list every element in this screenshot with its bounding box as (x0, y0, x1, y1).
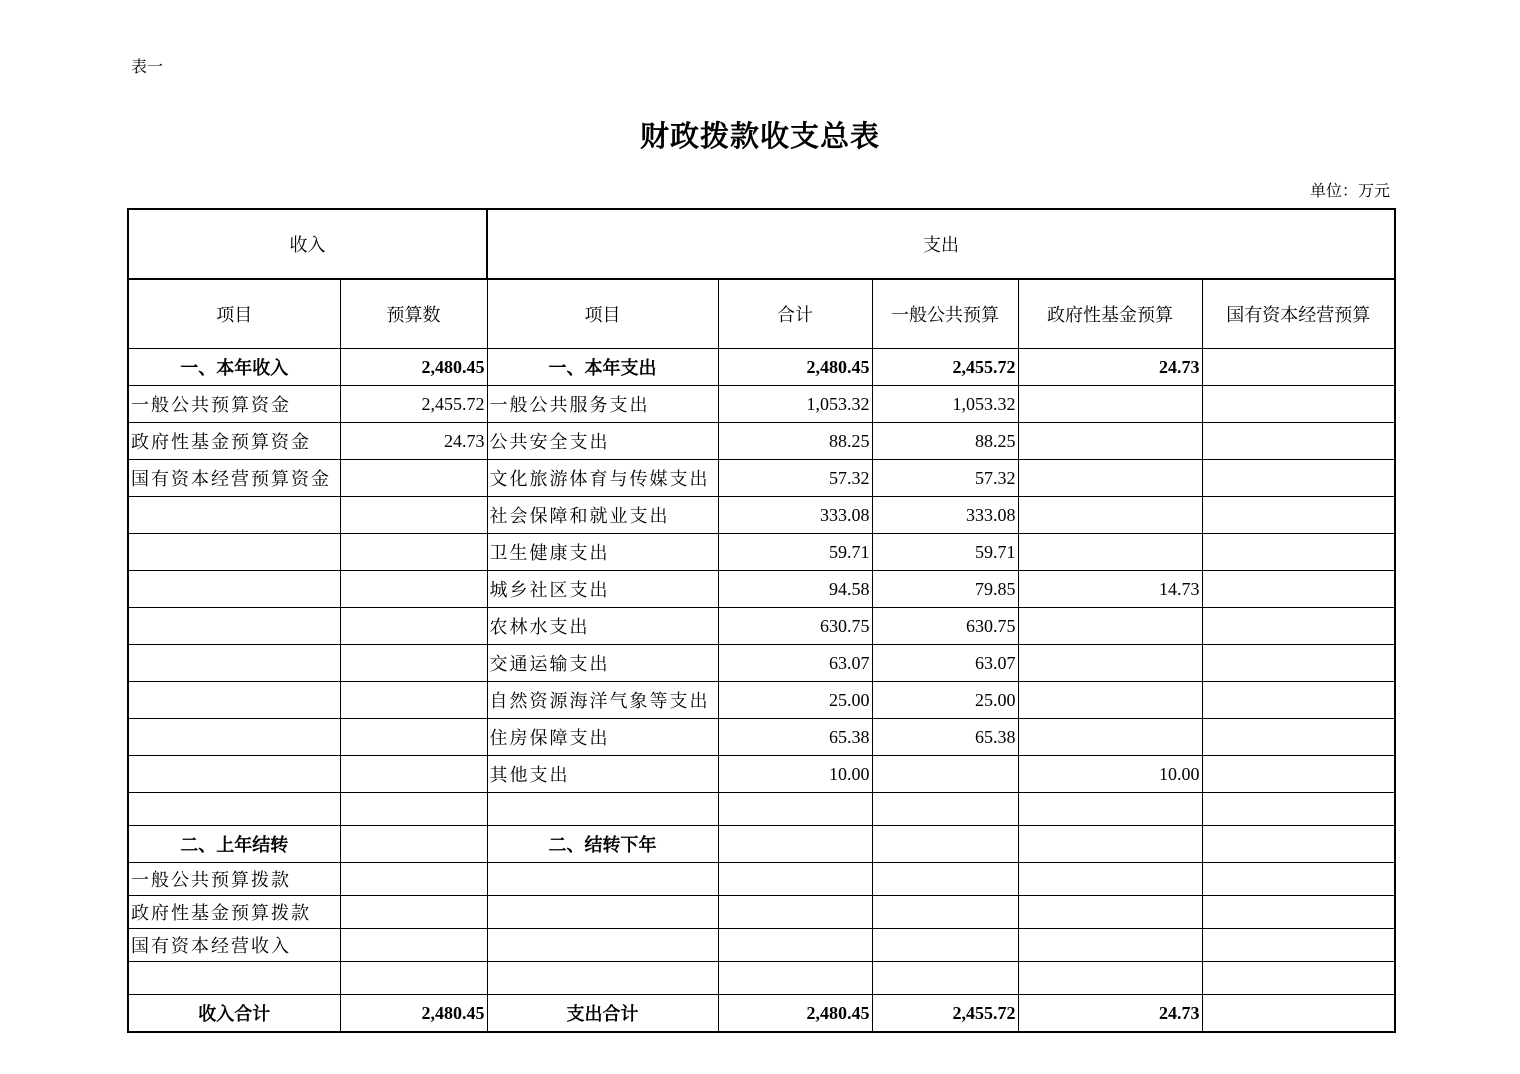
fund-budget-cell: 14.73 (1018, 571, 1202, 608)
table-row (128, 793, 1395, 826)
state-capital-budget-cell (1202, 497, 1395, 534)
table-row (128, 349, 1395, 386)
general-budget-cell: 57.32 (872, 460, 1018, 497)
general-budget-cell: 63.07 (872, 645, 1018, 682)
expense-item-cell: 一般公共服务支出 (487, 386, 718, 423)
table-row (128, 534, 1395, 571)
total-header: 合计 (718, 279, 872, 349)
table-row (128, 645, 1395, 682)
income-item-cell (128, 719, 340, 756)
fund-budget-header: 政府性基金预算 (1018, 279, 1202, 349)
fund-budget-cell: 10.00 (1018, 756, 1202, 793)
general-budget-cell (872, 793, 1018, 826)
income-budget-cell (340, 929, 487, 962)
page-title: 财政拨款收支总表 (639, 119, 880, 153)
income-budget-cell (340, 608, 487, 645)
fund-budget-cell (1018, 645, 1202, 682)
total-cell: 88.25 (718, 423, 872, 460)
total-cell (718, 896, 872, 929)
fund-budget-cell (1018, 793, 1202, 826)
table-row (128, 756, 1395, 793)
expense-item-cell: 交通运输支出 (487, 645, 718, 682)
table-row (128, 682, 1395, 719)
total-cell: 57.32 (718, 460, 872, 497)
income-budget-cell (340, 497, 487, 534)
state-capital-budget-cell (1202, 349, 1395, 386)
expense-item-header: 项目 (487, 279, 718, 349)
income-budget-cell (340, 756, 487, 793)
expense-item-cell (487, 896, 718, 929)
general-budget-cell (872, 962, 1018, 995)
total-cell: 2,480.45 (718, 349, 872, 386)
fund-budget-cell (1018, 682, 1202, 719)
expense-item-cell: 卫生健康支出 (487, 534, 718, 571)
state-capital-budget-cell (1202, 423, 1395, 460)
table-row (128, 386, 1395, 423)
fund-budget-cell (1018, 896, 1202, 929)
income-item-cell (128, 793, 340, 826)
fund-budget-cell (1018, 608, 1202, 645)
income-item-cell (128, 608, 340, 645)
income-item-cell (128, 756, 340, 793)
fund-budget-cell (1018, 929, 1202, 962)
general-budget-cell (872, 929, 1018, 962)
expense-item-cell: 农林水支出 (487, 608, 718, 645)
income-item-cell: 二、上年结转 (128, 826, 340, 863)
expense-item-cell: 文化旅游体育与传媒支出 (487, 460, 718, 497)
state-capital-budget-header: 国有资本经营预算 (1202, 279, 1395, 349)
fund-budget-cell (1018, 497, 1202, 534)
table-row (128, 423, 1395, 460)
total-cell (718, 826, 872, 863)
state-capital-budget-cell (1202, 460, 1395, 497)
income-budget-cell (340, 719, 487, 756)
income-item-cell: 国有资本经营收入 (128, 929, 340, 962)
unit-label: 单位：万元 (1309, 181, 1390, 200)
fund-budget-cell (1018, 863, 1202, 896)
fiscal-appropriation-table (127, 208, 1396, 1033)
total-cell (718, 929, 872, 962)
fund-budget-cell: 24.73 (1018, 995, 1202, 1033)
expense-item-cell: 支出合计 (487, 995, 718, 1033)
state-capital-budget-cell (1202, 719, 1395, 756)
general-budget-cell: 25.00 (872, 682, 1018, 719)
table-row (128, 962, 1395, 995)
table-number-label: 表一 (131, 57, 164, 76)
state-capital-budget-cell (1202, 826, 1395, 863)
income-item-cell: 一般公共预算资金 (128, 386, 340, 423)
income-item-cell (128, 571, 340, 608)
general-budget-cell (872, 756, 1018, 793)
income-budget-cell: 2,455.72 (340, 386, 487, 423)
header-row-columns (128, 279, 1395, 349)
expense-header: 支出 (487, 209, 1395, 279)
expense-item-cell: 公共安全支出 (487, 423, 718, 460)
total-cell: 1,053.32 (718, 386, 872, 423)
income-budget-cell (340, 826, 487, 863)
expense-item-cell (487, 962, 718, 995)
total-cell: 333.08 (718, 497, 872, 534)
table-row (128, 896, 1395, 929)
general-budget-cell: 2,455.72 (872, 349, 1018, 386)
fund-budget-cell (1018, 962, 1202, 995)
table-row (128, 571, 1395, 608)
income-budget-cell (340, 793, 487, 826)
income-budget-cell (340, 896, 487, 929)
general-budget-cell: 1,053.32 (872, 386, 1018, 423)
income-budget-cell (340, 534, 487, 571)
totals-row (128, 995, 1395, 1033)
expense-item-cell (487, 863, 718, 896)
income-header: 收入 (128, 209, 487, 279)
total-cell: 59.71 (718, 534, 872, 571)
total-cell: 10.00 (718, 756, 872, 793)
state-capital-budget-cell (1202, 608, 1395, 645)
general-budget-cell: 2,455.72 (872, 995, 1018, 1033)
income-budget-cell: 2,480.45 (340, 995, 487, 1033)
income-item-cell: 一般公共预算拨款 (128, 863, 340, 896)
total-cell: 25.00 (718, 682, 872, 719)
fund-budget-cell (1018, 826, 1202, 863)
income-item-cell (128, 534, 340, 571)
total-cell: 2,480.45 (718, 995, 872, 1033)
general-budget-cell: 59.71 (872, 534, 1018, 571)
general-budget-cell: 333.08 (872, 497, 1018, 534)
expense-item-cell: 城乡社区支出 (487, 571, 718, 608)
state-capital-budget-cell (1202, 995, 1395, 1033)
income-item-cell (128, 497, 340, 534)
state-capital-budget-cell (1202, 534, 1395, 571)
income-budget-cell (340, 571, 487, 608)
total-cell (718, 793, 872, 826)
income-item-cell: 政府性基金预算资金 (128, 423, 340, 460)
income-budget-cell (340, 962, 487, 995)
general-budget-cell: 65.38 (872, 719, 1018, 756)
fund-budget-cell (1018, 423, 1202, 460)
income-item-cell (128, 962, 340, 995)
table-row (128, 608, 1395, 645)
state-capital-budget-cell (1202, 571, 1395, 608)
state-capital-budget-cell (1202, 896, 1395, 929)
expense-item-cell: 二、结转下年 (487, 826, 718, 863)
expense-item-cell: 一、本年支出 (487, 349, 718, 386)
state-capital-budget-cell (1202, 645, 1395, 682)
general-budget-cell (872, 863, 1018, 896)
income-item-cell (128, 645, 340, 682)
income-item-cell: 收入合计 (128, 995, 340, 1033)
state-capital-budget-cell (1202, 793, 1395, 826)
general-budget-header: 一般公共预算 (872, 279, 1018, 349)
fund-budget-cell (1018, 534, 1202, 571)
income-budget-cell: 2,480.45 (340, 349, 487, 386)
fund-budget-cell (1018, 719, 1202, 756)
table-row (128, 826, 1395, 863)
fund-budget-cell (1018, 386, 1202, 423)
table-row (128, 719, 1395, 756)
expense-item-cell (487, 793, 718, 826)
expense-item-cell: 社会保障和就业支出 (487, 497, 718, 534)
total-cell: 94.58 (718, 571, 872, 608)
general-budget-cell: 88.25 (872, 423, 1018, 460)
total-cell (718, 962, 872, 995)
table-row (128, 497, 1395, 534)
expense-item-cell (487, 929, 718, 962)
total-cell (718, 863, 872, 896)
income-item-cell: 一、本年收入 (128, 349, 340, 386)
state-capital-budget-cell (1202, 386, 1395, 423)
total-cell: 630.75 (718, 608, 872, 645)
income-item-cell: 国有资本经营预算资金 (128, 460, 340, 497)
fund-budget-cell (1018, 460, 1202, 497)
general-budget-cell (872, 826, 1018, 863)
income-item-cell: 政府性基金预算拨款 (128, 896, 340, 929)
state-capital-budget-cell (1202, 929, 1395, 962)
income-budget-cell: 24.73 (340, 423, 487, 460)
state-capital-budget-cell (1202, 682, 1395, 719)
expense-item-cell: 其他支出 (487, 756, 718, 793)
state-capital-budget-cell (1202, 962, 1395, 995)
fund-budget-cell: 24.73 (1018, 349, 1202, 386)
state-capital-budget-cell (1202, 863, 1395, 896)
expense-item-cell: 住房保障支出 (487, 719, 718, 756)
general-budget-cell: 79.85 (872, 571, 1018, 608)
income-item-header: 项目 (128, 279, 340, 349)
general-budget-cell: 630.75 (872, 608, 1018, 645)
expense-item-cell: 自然资源海洋气象等支出 (487, 682, 718, 719)
income-item-cell (128, 682, 340, 719)
table-row (128, 929, 1395, 962)
income-budget-cell (340, 645, 487, 682)
general-budget-cell (872, 896, 1018, 929)
income-budget-header: 预算数 (340, 279, 487, 349)
state-capital-budget-cell (1202, 756, 1395, 793)
header-row-sections (128, 209, 1395, 279)
table-row (128, 863, 1395, 896)
income-budget-cell (340, 460, 487, 497)
total-cell: 63.07 (718, 645, 872, 682)
total-cell: 65.38 (718, 719, 872, 756)
table-row (128, 460, 1395, 497)
income-budget-cell (340, 682, 487, 719)
income-budget-cell (340, 863, 487, 896)
